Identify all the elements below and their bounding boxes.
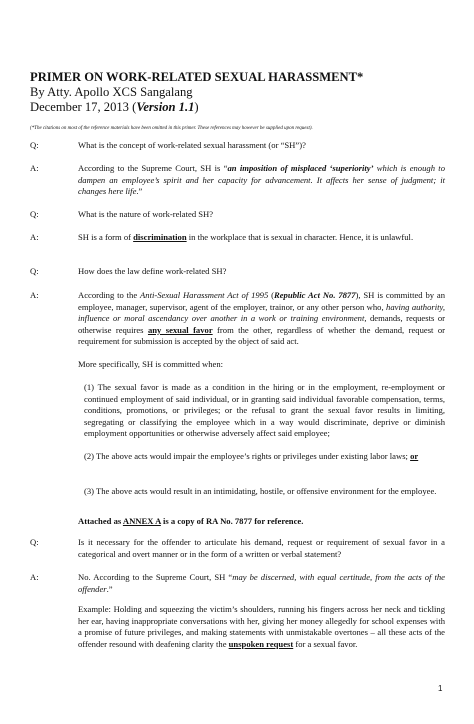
answer-1-italic: which is enough to dampen an employee’s spirit and her capacity for advancement. It affects her sense of judgment; it changes here life	[78, 163, 445, 197]
example-text: Example: Holding and squeezing the victim’s shoulders, running his fingers across her neck and tickling her ear, having inappropriate conversations with her, giving her money allegedly for school expenses with a promise of future privileges, and making statements with unmistakable overtones – all these acts of the offender resound with deafening clarity the	[78, 604, 445, 649]
answer-2-pre: SH is a form of	[78, 232, 134, 242]
answer-1-pre: According to the Supreme Court, SH is “	[78, 163, 228, 173]
version-label: Version 1.1	[136, 100, 195, 114]
question-3: How does the law define work-related SH?	[78, 266, 227, 276]
question-label: Q:	[30, 209, 39, 219]
annex-pre: Attached as	[78, 516, 123, 526]
annex-link: ANNEX A	[122, 516, 161, 526]
or-connector: or	[410, 451, 419, 461]
condition-3: (3) The above acts would result in an intimidating, hostile, or offensive environment for the employee.	[84, 486, 437, 496]
answer-3-pre: According to the	[78, 290, 141, 300]
answer-1-bold: an imposition of misplaced ‘superiority’	[227, 163, 374, 173]
answer-3-post: from the other, regardless of whether the demand, request or requirement for submission is accepted by the object of said act.	[78, 324, 446, 347]
date-line	[30, 100, 199, 115]
condition-2-text: (2) The above acts would impair the employee’s rights or privileges under existing labor laws;	[84, 451, 411, 461]
question-4: Is it necessary for the offender to articulate his demand, request or requirement of sexual favor in a categorical and overt manner or in the form of a written or verbal statement?	[78, 537, 445, 559]
answer-2-post: in the workplace that is sexual in character. Hence, it is unlawful.	[186, 232, 414, 242]
question-label: Q:	[30, 537, 39, 547]
question-label: Q:	[30, 266, 39, 276]
authority-clause: having authority, influence or moral ascendancy over another in a work or training environment	[78, 301, 445, 324]
date-text: December 17, 2013 (	[30, 100, 137, 114]
answer-1	[78, 163, 445, 198]
answer-label: A:	[30, 163, 39, 173]
unspoken-request-term: unspoken request	[228, 638, 294, 649]
condition-2	[84, 451, 445, 463]
question-2: What is the nature of work-related SH?	[78, 209, 214, 219]
example-paragraph	[78, 604, 445, 650]
answer-1-end: .”	[136, 186, 143, 197]
act-title: Anti-Sexual Harassment Act of 1995	[140, 290, 269, 300]
question-1: What is the concept of work-related sexual harassment (or “SH”)?	[78, 140, 306, 150]
answer-3	[78, 290, 445, 348]
answer-2	[78, 232, 445, 244]
answer-label: A:	[30, 290, 39, 300]
more-specifically: More specifically, SH is committed when:	[78, 359, 224, 369]
answer-label: A:	[30, 232, 39, 242]
answer-4-end: .”	[106, 583, 113, 594]
answer-4-italic: may be discerned, with equal certitude, from the acts of the offender	[78, 572, 445, 594]
answer-3-paren: (	[268, 290, 274, 300]
answer-4-pre: No. According to the Supreme Court, SH “	[78, 572, 233, 582]
question-label: Q:	[30, 140, 39, 150]
page-number: 1	[438, 684, 443, 693]
citation-note: (*The citations on most of the reference materials have been omitted in this primer. These references may however be supplied upon request).	[30, 126, 313, 131]
answer-label: A:	[30, 572, 39, 582]
discrimination-term: discrimination	[133, 232, 187, 242]
annex-post: is a copy of RA No. 7877 for reference.	[160, 516, 304, 526]
answer-3-mid2: , demands, requests or otherwise requires	[78, 313, 445, 335]
answer-4	[78, 572, 445, 595]
example-post: for a sexual favor.	[293, 638, 358, 649]
document-title: PRIMER ON WORK-RELATED SEXUAL HARASSMENT*	[30, 70, 364, 84]
author-line: By Atty. Apollo XCS Sangalang	[30, 85, 193, 99]
date-close: )	[194, 100, 199, 114]
sexual-favor-term: any sexual favor	[147, 324, 213, 335]
annex-note	[78, 516, 445, 528]
condition-1: (1) The sexual favor is made as a condition in the hiring or in the employment, re-employment or continued employment of said individual, or in granting said individual favorable compensation, terms, conditions, promotions, or privileges; or the refusal to grant the sexual favor results in limiting, segregating or classifying the employee which in a way would discriminate, deprive or diminish employment opportunities or otherwise adversely affect said employee;	[84, 382, 445, 439]
republic-act-number: Republic Act No. 7877	[273, 290, 356, 300]
answer-3-mid1: ), SH is committed by an employee, manager, supervisor, agent of the employer, trainor, or any other person who,	[78, 290, 446, 312]
